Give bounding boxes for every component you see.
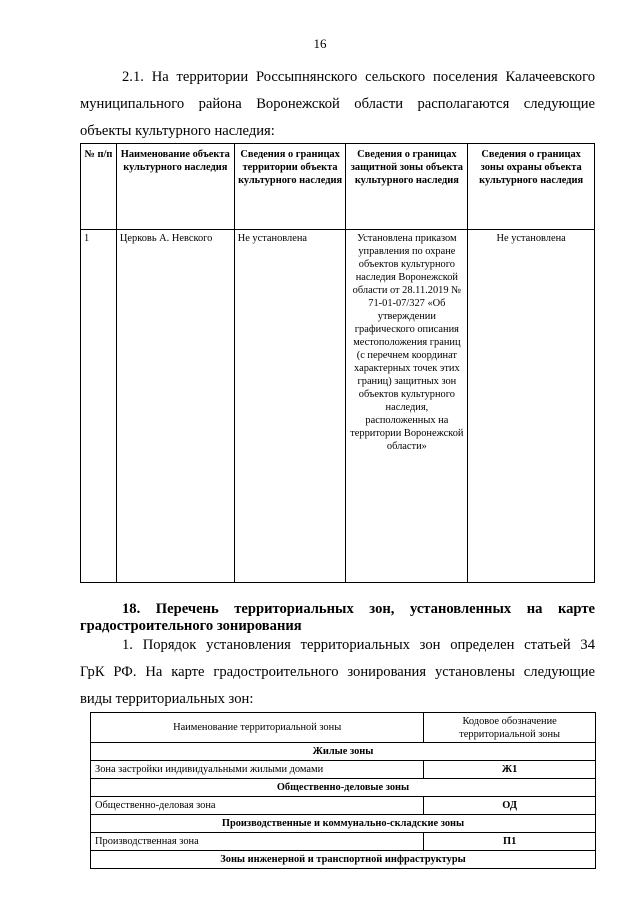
- zone-group-row: [91, 815, 596, 833]
- zone-group-row: [91, 851, 596, 869]
- zone-group-row: [91, 743, 596, 761]
- heritage-table-header: [81, 144, 595, 230]
- zones-table-header: [91, 713, 596, 743]
- section-18-body: [80, 632, 595, 713]
- table-row: [91, 797, 596, 815]
- header-cell: Наименование территориальной зоны: [91, 713, 424, 743]
- intro-line: муниципального района Воронежской области располагаются следующие: [80, 96, 595, 112]
- row-number: 1: [81, 230, 117, 583]
- header-cell: Сведения о границах зоны охраны объекта культурного наследия: [468, 144, 595, 230]
- header-cell: Наименование объекта культурного наследия: [116, 144, 234, 230]
- heading-line: 18. Перечень территориальных зон, установленных на карте: [122, 601, 595, 617]
- zones-table: [90, 712, 596, 869]
- zone-group-title: Зоны инженерной и транспортной инфраструктуры: [91, 851, 596, 869]
- table-row: [81, 230, 595, 583]
- section-18-heading: [80, 601, 595, 635]
- heritage-name: Церковь А. Невского: [116, 230, 234, 583]
- security-zone-info: Не установлена: [468, 230, 595, 583]
- protective-zone-info: Установлена приказом управления по охране объектов культурного наследия Воронежской области от 28.11.2019 № 71-01-07/327 «Об утверждении графического описания местоположения границ (с перечнем координат характерных точек этих границ) защитных зон объектов культурного наследия, расположенных на территории Воронежской области»: [346, 230, 468, 583]
- zone-code: П1: [424, 833, 596, 851]
- table-row: [91, 761, 596, 779]
- header-cell: № п/п: [81, 144, 117, 230]
- territory-info: Не установлена: [234, 230, 346, 583]
- zone-group-title: Общественно-деловые зоны: [91, 779, 596, 797]
- body-line: виды территориальных зон:: [80, 691, 254, 707]
- body-line: ГрК РФ. На карте градостроительного зонирования установлены следующие: [80, 664, 595, 680]
- header-cell: Сведения о границах территории объекта культурного наследия: [234, 144, 346, 230]
- heading-line: градостроительного зонирования: [80, 618, 302, 634]
- intro-line: 2.1. На территории Россыпнянского сельского поселения Калачеевского: [122, 69, 595, 85]
- zone-name: Общественно-деловая зона: [91, 797, 424, 815]
- zone-group-title: Жилые зоны: [91, 743, 596, 761]
- zone-name: Производственная зона: [91, 833, 424, 851]
- body-line: 1. Порядок установления территориальных зон определен статьей 34: [122, 637, 595, 653]
- header-cell: Кодовое обозначение территориальной зоны: [424, 713, 596, 743]
- intro-paragraph: [80, 64, 595, 145]
- page-number: 16: [313, 36, 327, 51]
- intro-line: объекты культурного наследия:: [80, 123, 275, 139]
- zone-code: Ж1: [424, 761, 596, 779]
- heritage-table: [80, 143, 595, 583]
- table-row: [91, 833, 596, 851]
- zone-name: Зона застройки индивидуальными жилыми домами: [91, 761, 424, 779]
- zone-group-title: Производственные и коммунально-складские зоны: [91, 815, 596, 833]
- zone-group-row: [91, 779, 596, 797]
- zone-code: ОД: [424, 797, 596, 815]
- header-cell: Сведения о границах защитной зоны объекта культурного наследия: [346, 144, 468, 230]
